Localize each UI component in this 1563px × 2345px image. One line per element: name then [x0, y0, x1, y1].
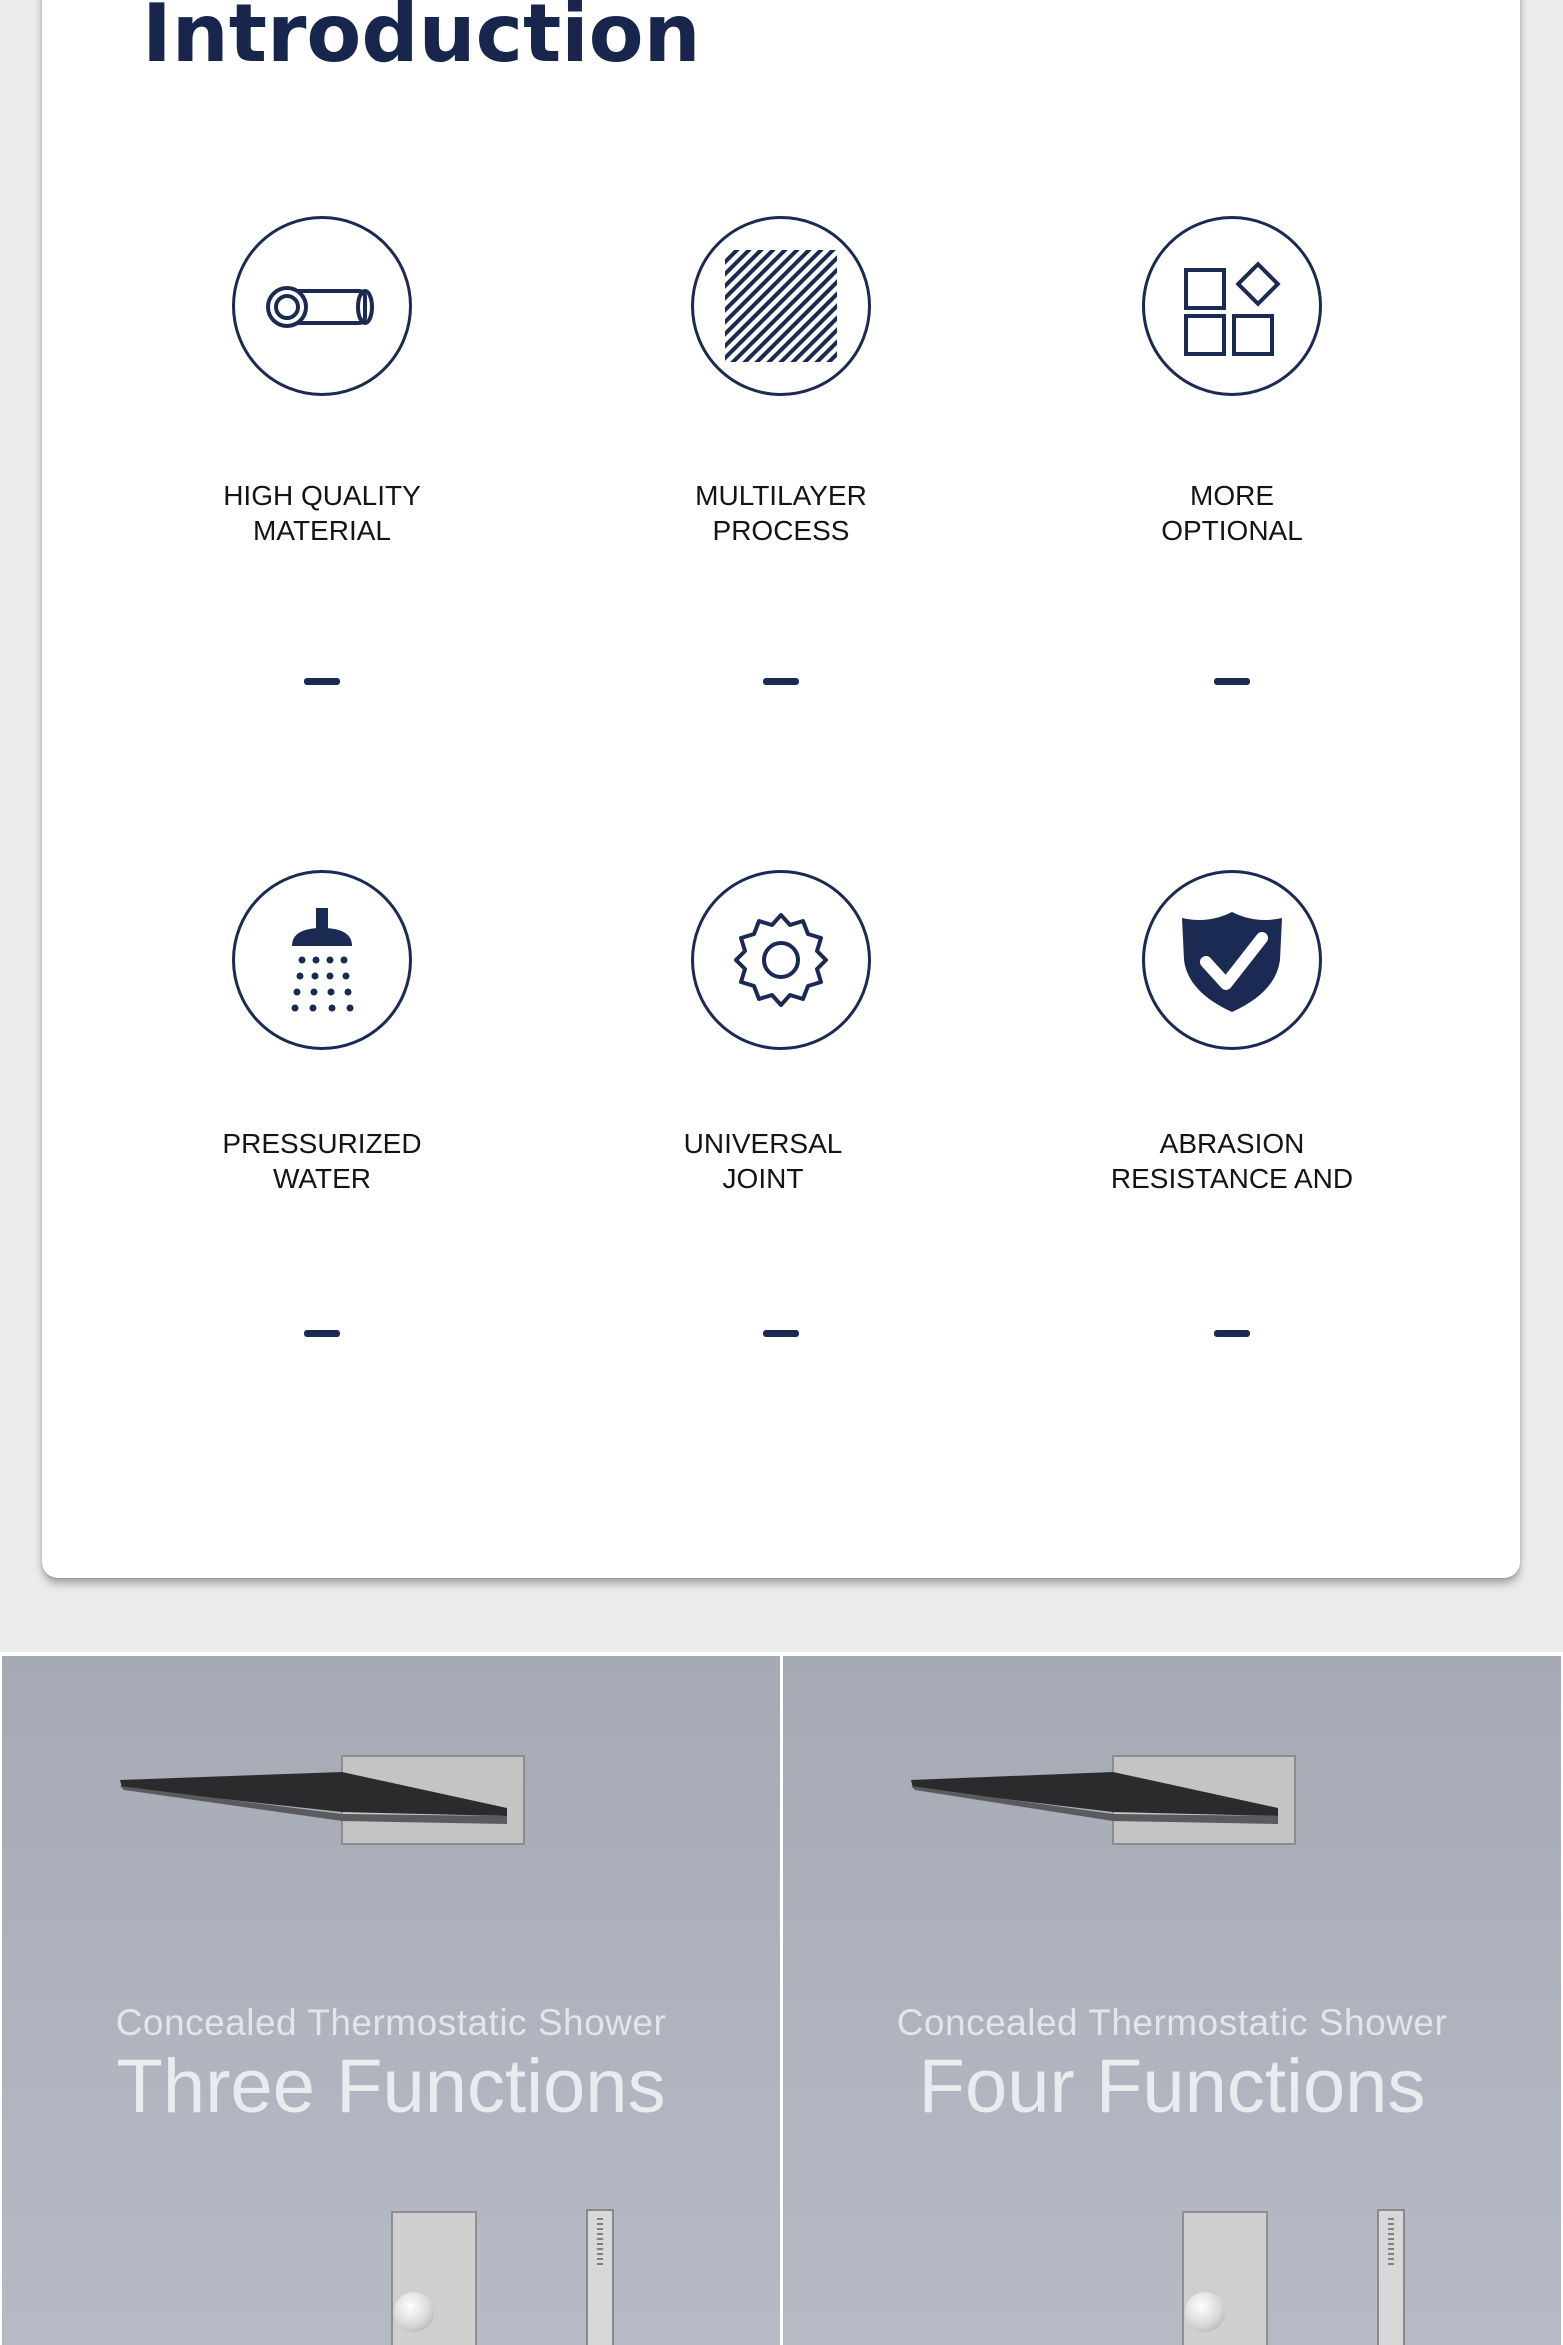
divider-dash	[304, 678, 340, 685]
pipe-icon	[232, 216, 412, 396]
feature-more-optional	[1002, 216, 1462, 546]
divider-dash	[1214, 1330, 1250, 1337]
gear-icon	[691, 870, 871, 1050]
shapes-grid-icon	[1142, 216, 1322, 396]
hatched-square-icon	[691, 216, 871, 396]
feature-universal-joint	[533, 870, 993, 1194]
feature-label: MULTILAYER PROCESS	[695, 480, 867, 546]
product-photo-three-functions[interactable]	[2, 1656, 780, 2345]
feature-label: PRESSURIZED WATER	[222, 1128, 422, 1194]
shield-check-icon	[1142, 870, 1322, 1050]
feature-abrasion-resistance	[1002, 870, 1462, 1194]
divider-dash	[763, 1330, 799, 1337]
product-headline: Three Functions	[116, 2044, 666, 2129]
feature-label: UNIVERSAL JOINT	[683, 1128, 843, 1194]
product-gallery	[0, 1652, 1563, 2345]
product-headline: Four Functions	[918, 2044, 1426, 2129]
product-subtitle: Concealed Thermostatic Shower	[896, 2002, 1448, 2043]
feature-label: ABRASION RESISTANCE AND	[1110, 1128, 1354, 1194]
control-knob	[394, 2292, 434, 2332]
control-knob	[1185, 2292, 1225, 2332]
shower-illustration	[2, 1656, 780, 2345]
feature-multilayer-process	[551, 216, 1011, 546]
shower-head-icon	[232, 870, 412, 1050]
feature-label: MORE OPTIONAL	[1161, 480, 1303, 546]
product-subtitle: Concealed Thermostatic Shower	[115, 2002, 667, 2043]
feature-label: HIGH QUALITY MATERIAL	[223, 480, 421, 546]
feature-high-quality-material	[92, 216, 552, 546]
page-title: Introduction	[142, 0, 701, 80]
divider-dash	[1214, 678, 1250, 685]
divider-dash	[304, 1330, 340, 1337]
feature-pressurized-water	[92, 870, 552, 1194]
shower-illustration	[783, 1656, 1561, 2345]
divider-dash	[763, 678, 799, 685]
product-photo-four-functions[interactable]	[783, 1656, 1561, 2345]
